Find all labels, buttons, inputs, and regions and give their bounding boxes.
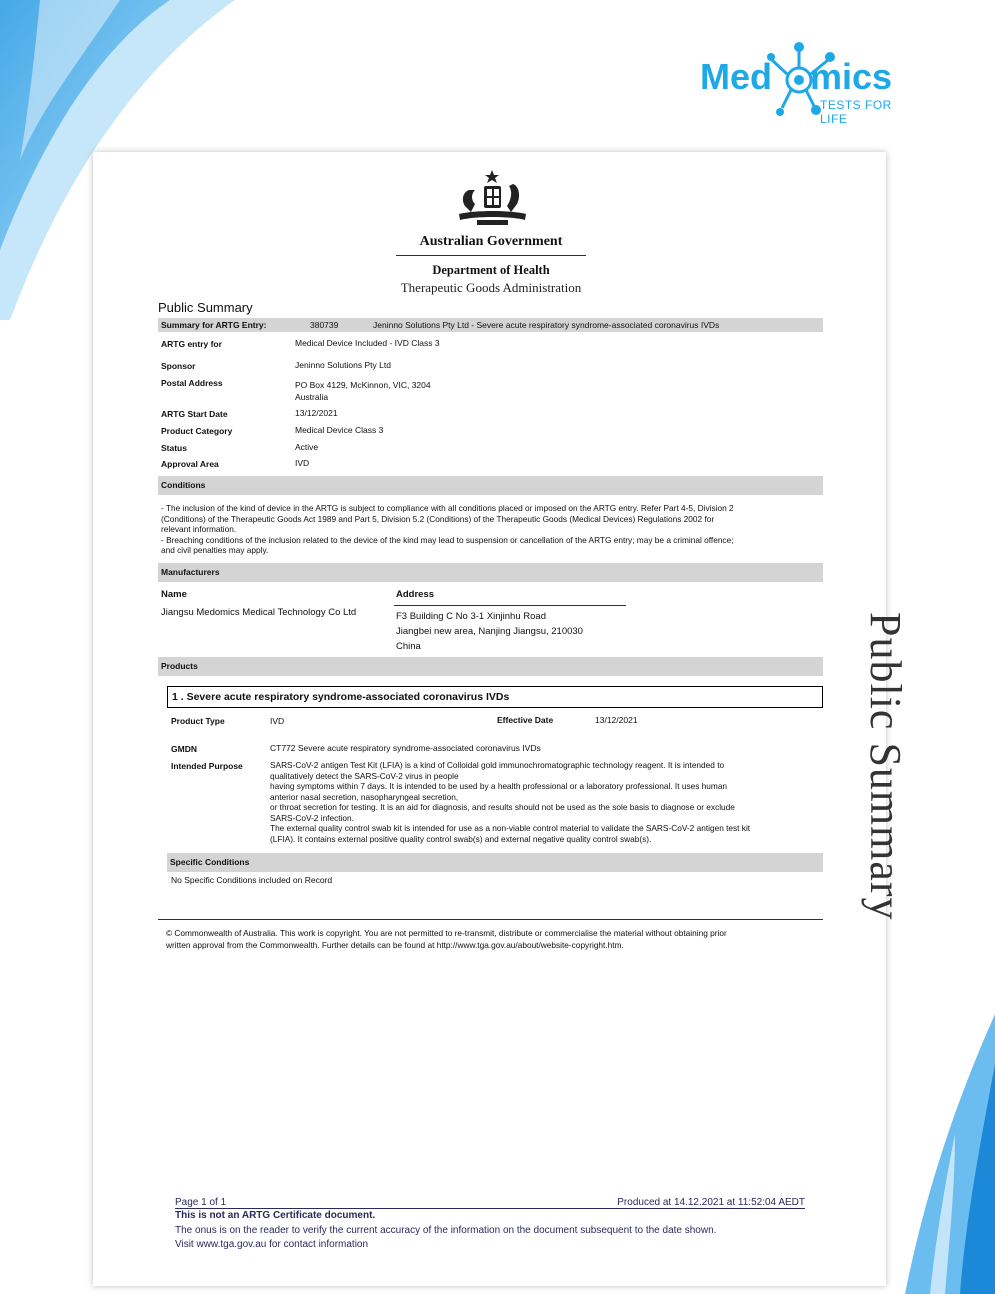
accuracy-note: The onus is on the reader to verify the current accuracy of the information on the document subsequent to the date shown.	[175, 1225, 717, 1236]
field-value: PO Box 4129, McKinnon, VIC, 3204	[295, 380, 431, 390]
address-column-header: Address	[396, 589, 435, 600]
page-title: Public Summary	[158, 300, 253, 315]
conditions-heading: Conditions	[158, 476, 823, 495]
purpose-line: SARS-CoV-2 antigen Test Kit (LFIA) is a kind of Colloidal gold immunochromatographic technology reagent. It is intended to	[270, 760, 725, 770]
field-value: IVD	[295, 458, 310, 468]
summary-text: Jeninno Solutions Pty Ltd - Severe acute respiratory syndrome-associated coronavirus IVDs	[373, 320, 720, 330]
manufacturers-heading: Manufacturers	[158, 563, 823, 582]
produced-timestamp: Produced at 14.12.2021 at 11:52:04 AEDT	[617, 1197, 805, 1208]
field-label: Postal Address	[161, 378, 223, 388]
agency-name: Therapeutic Goods Administration	[400, 280, 582, 295]
field-label: ARTG entry for	[161, 339, 222, 349]
purpose-line: having symptoms within 7 days. It is intended to be used by a health professional or a laboratory professional. It uses human	[270, 781, 728, 791]
purpose-line: anterior nasal secretion, nasopharyngeal secretion,	[270, 791, 459, 802]
field-value: Medical Device Class 3	[295, 425, 384, 435]
medomics-logo	[700, 38, 900, 126]
gov-name: Australian Government	[396, 234, 586, 256]
field-label: Status	[161, 443, 187, 453]
purpose-line: SARS-CoV-2 infection.	[270, 812, 354, 823]
purpose-line: qualitatively detect the SARS-CoV-2 virus in people	[270, 770, 459, 781]
field-label: ARTG Start Date	[161, 409, 228, 419]
field-value: Jeninno Solutions Pty Ltd	[295, 360, 391, 370]
conditions-line: relevant information.	[161, 524, 237, 534]
copyright-divider	[158, 919, 823, 920]
footer-divider	[175, 1208, 805, 1209]
field-value: 13/12/2021	[295, 408, 338, 418]
manufacturer-name: Jiangsu Medomics Medical Technology Co Ltd	[161, 607, 357, 618]
logo-tagline: TESTS FOR LIFE	[820, 98, 892, 126]
summary-label: Summary for ARTG Entry:	[161, 320, 267, 330]
intended-purpose-label: Intended Purpose	[171, 761, 243, 771]
artg-id: 380739	[310, 320, 339, 330]
address-line: Jiangbei new area, Nanjing Jiangsu, 210030	[396, 626, 583, 637]
field-label: Sponsor	[161, 361, 196, 371]
specific-conditions-value: No Specific Conditions included on Record	[171, 875, 333, 885]
purpose-line: (LFIA). It contains external positive quality control swab(s) and external negative quality control swab(s).	[270, 833, 652, 844]
conditions-line: - The inclusion of the kind of device in the ARTG is subject to compliance with all conditions placed or imposed on the ARTG entry. Refer Part 4-5, Division 2	[161, 503, 734, 513]
products-heading: Products	[158, 657, 823, 676]
field-value: Medical Device Included - IVD Class 3	[295, 338, 440, 348]
summary-bar	[158, 318, 823, 332]
side-title: Public Summary	[861, 612, 910, 921]
product-type-value: IVD	[270, 716, 285, 726]
purpose-line: or throat secretion for testing. It is an aid for diagnosis, and results should not be used as the sole basis to diagnose or exclude	[270, 802, 735, 812]
address-line: F3 Building C No 3-1 Xinjinhu Road	[396, 611, 546, 622]
conditions-line: and civil penalties may apply.	[161, 545, 269, 555]
field-value: Australia	[295, 392, 329, 402]
product-type-label: Product Type	[171, 716, 225, 726]
effective-date-value: 13/12/2021	[595, 715, 638, 725]
page-number: Page 1 of 1	[175, 1197, 227, 1208]
copyright-notice	[166, 927, 821, 951]
gmdn-label: GMDN	[171, 744, 197, 754]
conditions-text	[161, 503, 821, 556]
conditions-line: (Conditions) of the Therapeutic Goods Act 1989 and Part 5, Division 5.2 (Conditions) of the Therapeutic Goods (Medical Devices) Regulations 2002 for	[161, 513, 715, 524]
contact-note[interactable]: Visit www.tga.gov.au for contact information	[175, 1239, 369, 1250]
copyright-line: © Commonwealth of Australia. This work is copyright. You are not permitted to re-transmit, distribute or commercialise the material without obtaining prior	[166, 928, 727, 938]
not-certificate-note: This is not an ARTG Certificate document.	[175, 1210, 376, 1221]
address-line: China	[396, 641, 421, 652]
specific-conditions-heading: Specific Conditions	[167, 853, 823, 872]
gmdn-value: CT772 Severe acute respiratory syndrome-associated coronavirus IVDs	[270, 743, 541, 753]
product-title-box	[167, 686, 823, 708]
name-column-header: Name	[161, 589, 187, 600]
logo-wordmark: Med mics	[700, 56, 893, 97]
government-header	[396, 234, 586, 296]
purpose-line: The external quality control swab kit is intended for use as a non-viable control material to validate the SARS-CoV-2 antigen test kit	[270, 823, 751, 833]
address-underline	[394, 605, 626, 606]
coat-of-arms-icon	[455, 168, 530, 230]
conditions-line: - Breaching conditions of the inclusion related to the device of the kind may lead to suspension or cancellation of the ARTG entry; may be a criminal offence;	[161, 534, 734, 545]
effective-date-label: Effective Date	[497, 715, 554, 725]
intended-purpose-text	[270, 760, 822, 844]
manufacturer-address	[396, 609, 583, 654]
department-name: Department of Health	[432, 263, 550, 277]
field-label: Approval Area	[161, 459, 219, 469]
field-label: Product Category	[161, 426, 233, 436]
field-value: Active	[295, 442, 319, 452]
copyright-line: written approval from the Commonwealth. Further details can be found at http://www.tga.gov.au/about/website-copyright.htm.	[166, 940, 624, 950]
product-title: 1 . Severe acute respiratory syndrome-associated coronavirus IVDs	[172, 691, 510, 703]
